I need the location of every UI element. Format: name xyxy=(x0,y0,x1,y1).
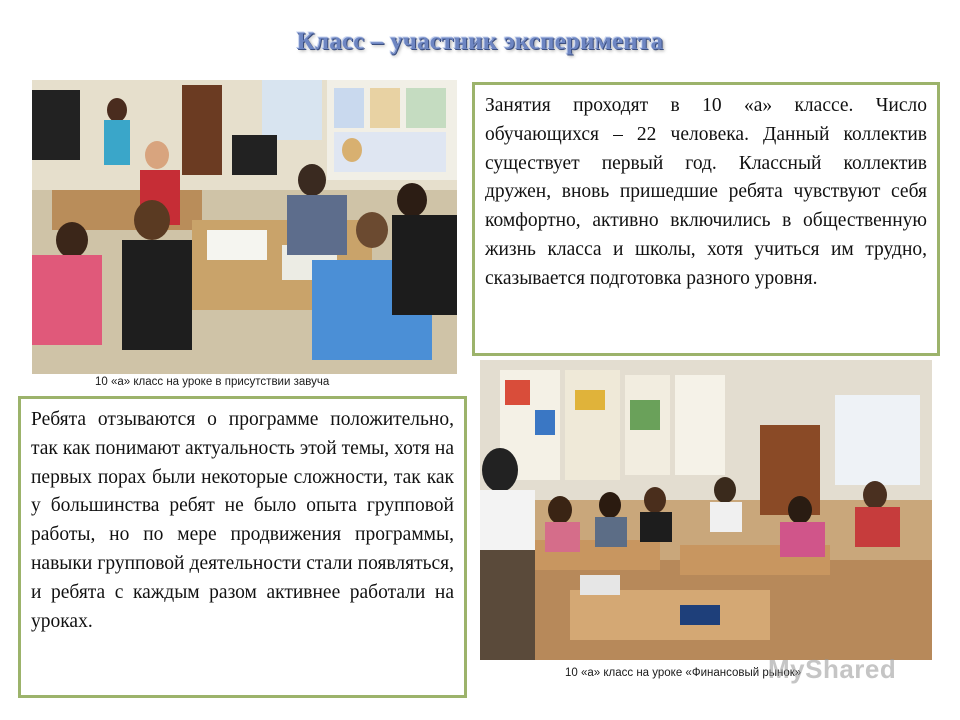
slide-title: Класс – участник эксперимента xyxy=(296,28,664,55)
photo-2-caption: 10 «а» класс на уроке «Финансовый рынок» xyxy=(565,667,802,679)
classroom-photo-1 xyxy=(32,80,457,374)
classroom-photo-2 xyxy=(480,360,932,660)
class-description-text: Занятия проходят в 10 «а» классе. Число обучающихся – 22 человека. Данный коллектив существует первый год. Классный коллектив дружен, вновь пришедшие ребята чувствуют себя комфортно, активно включились в общественную жизнь класса и школы, хотя учиться им трудно, сказывается подготовка разного уровня. xyxy=(472,82,940,356)
program-feedback-text: Ребята отзываются о программе положительно, так как понимают актуальность этой темы, хотя на первых порах были некоторые сложности, так как у большинства ребят не было опыта групповой работы, но по мере продвижения программы, навыки групповой деятельности стали появляться, и ребята с каждым разом активнее работали на уроках. xyxy=(18,396,467,698)
watermark-logo: MyShared xyxy=(768,654,897,684)
photo-1-caption: 10 «а» класс на уроке в присутствии завуча xyxy=(95,376,330,388)
